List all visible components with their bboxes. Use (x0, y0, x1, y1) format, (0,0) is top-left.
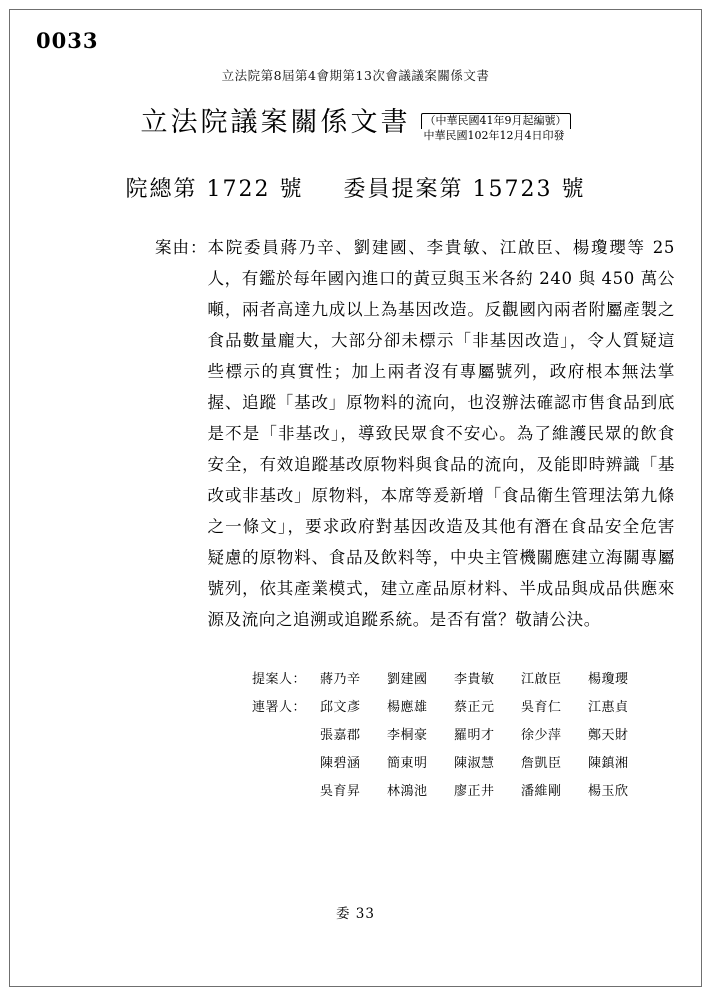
signer-name: 陳淑慧 (454, 756, 495, 771)
signer-name: 邱文彥 (320, 700, 361, 715)
signer-name: 廖正井 (454, 784, 495, 799)
signer-name: 劉建國 (387, 672, 428, 687)
document-header-line: 立法院第8屆第4會期第13次會議議案關係文書 (221, 68, 490, 83)
signers-block (252, 668, 632, 808)
signer-name: 江啟臣 (521, 672, 562, 687)
signer-name: 潘維剛 (521, 784, 562, 799)
signer-name: 羅明才 (454, 728, 495, 743)
title-note (421, 113, 571, 144)
case-number-row (0, 172, 711, 203)
signer-row (252, 668, 632, 687)
proposal-body (155, 232, 675, 635)
signer-name: 鄭天財 (588, 728, 629, 743)
page-title: 立法院議案關係文書 (140, 107, 411, 138)
signer-name: 李貴敏 (454, 672, 495, 687)
signer-row-label: 提案人： (252, 672, 307, 687)
title-note-line-2: 中華民國102年12月4日印發 (423, 128, 565, 142)
signer-row (252, 780, 632, 799)
case-number-main: 院總第 1722 號 (125, 177, 304, 202)
page-footer: 委 33 (336, 906, 375, 922)
signer-name: 蔡正元 (454, 700, 495, 715)
folio-number: 0033 (36, 28, 99, 53)
signer-name: 楊應雄 (387, 700, 428, 715)
signer-row (252, 752, 632, 771)
signer-row (252, 696, 632, 715)
signer-name: 張嘉郡 (320, 728, 361, 743)
signer-name: 簡東明 (387, 756, 428, 771)
signer-name: 徐少萍 (521, 728, 562, 743)
signer-name: 江惠貞 (588, 700, 629, 715)
signer-name: 楊玉欣 (588, 784, 629, 799)
signer-name: 蔣乃辛 (320, 672, 361, 687)
signer-name: 林鴻池 (387, 784, 428, 799)
case-number-sub: 委員提案第 15723 號 (343, 177, 586, 202)
signer-name: 李桐豪 (387, 728, 428, 743)
signer-name: 吳育昇 (320, 784, 361, 799)
signer-row (252, 724, 632, 743)
signer-name: 詹凱臣 (521, 756, 562, 771)
signer-row-label: 連署人： (252, 700, 307, 715)
proposal-text: 本院委員蔣乃辛、劉建國、李貴敏、江啟臣、楊瓊瓔等 25 人，有鑑於每年國內進口的黃豆與玉米各約 240 與 450 萬公噸，兩者高達九成以上為基因改造。反觀國內兩者附屬產製之食品數量龐大，大部分卻未標示「非基因改造」，令人質疑這些標示的真實性；加上兩者沒有專屬號列，政府根本無法掌握、追蹤「基改」原物料的流向，也沒辦法確認市售食品到底是不是「非基改」，導致民眾食不安心。為了維護民眾的飲食安全，有效追蹤基改原物料與食品的流向，及能即時辨識「基改或非基改」原物料，本席等爰新增「食品衛生管理法第九條之一條文」，要求政府對基因改造及其他有潛在食品安全危害疑慮的原物料、食品及飲料等，中央主管機關應建立海關專屬號列，依其產業模式，建立產品原材料、半成品與成品供應來源及流向之追溯或追蹤系統。是否有當？敬請公決。 (207, 238, 675, 629)
signer-name: 陳鎮湘 (588, 756, 629, 771)
document-title-row (0, 108, 711, 144)
signer-name: 陳碧涵 (320, 756, 361, 771)
proposal-row (155, 232, 675, 635)
signer-name: 吳育仁 (521, 700, 562, 715)
signer-name: 楊瓊瓔 (588, 672, 629, 687)
title-note-line-1: （中華民國41年9月起編號） (421, 113, 571, 129)
proposal-label: 案由： (155, 238, 208, 257)
